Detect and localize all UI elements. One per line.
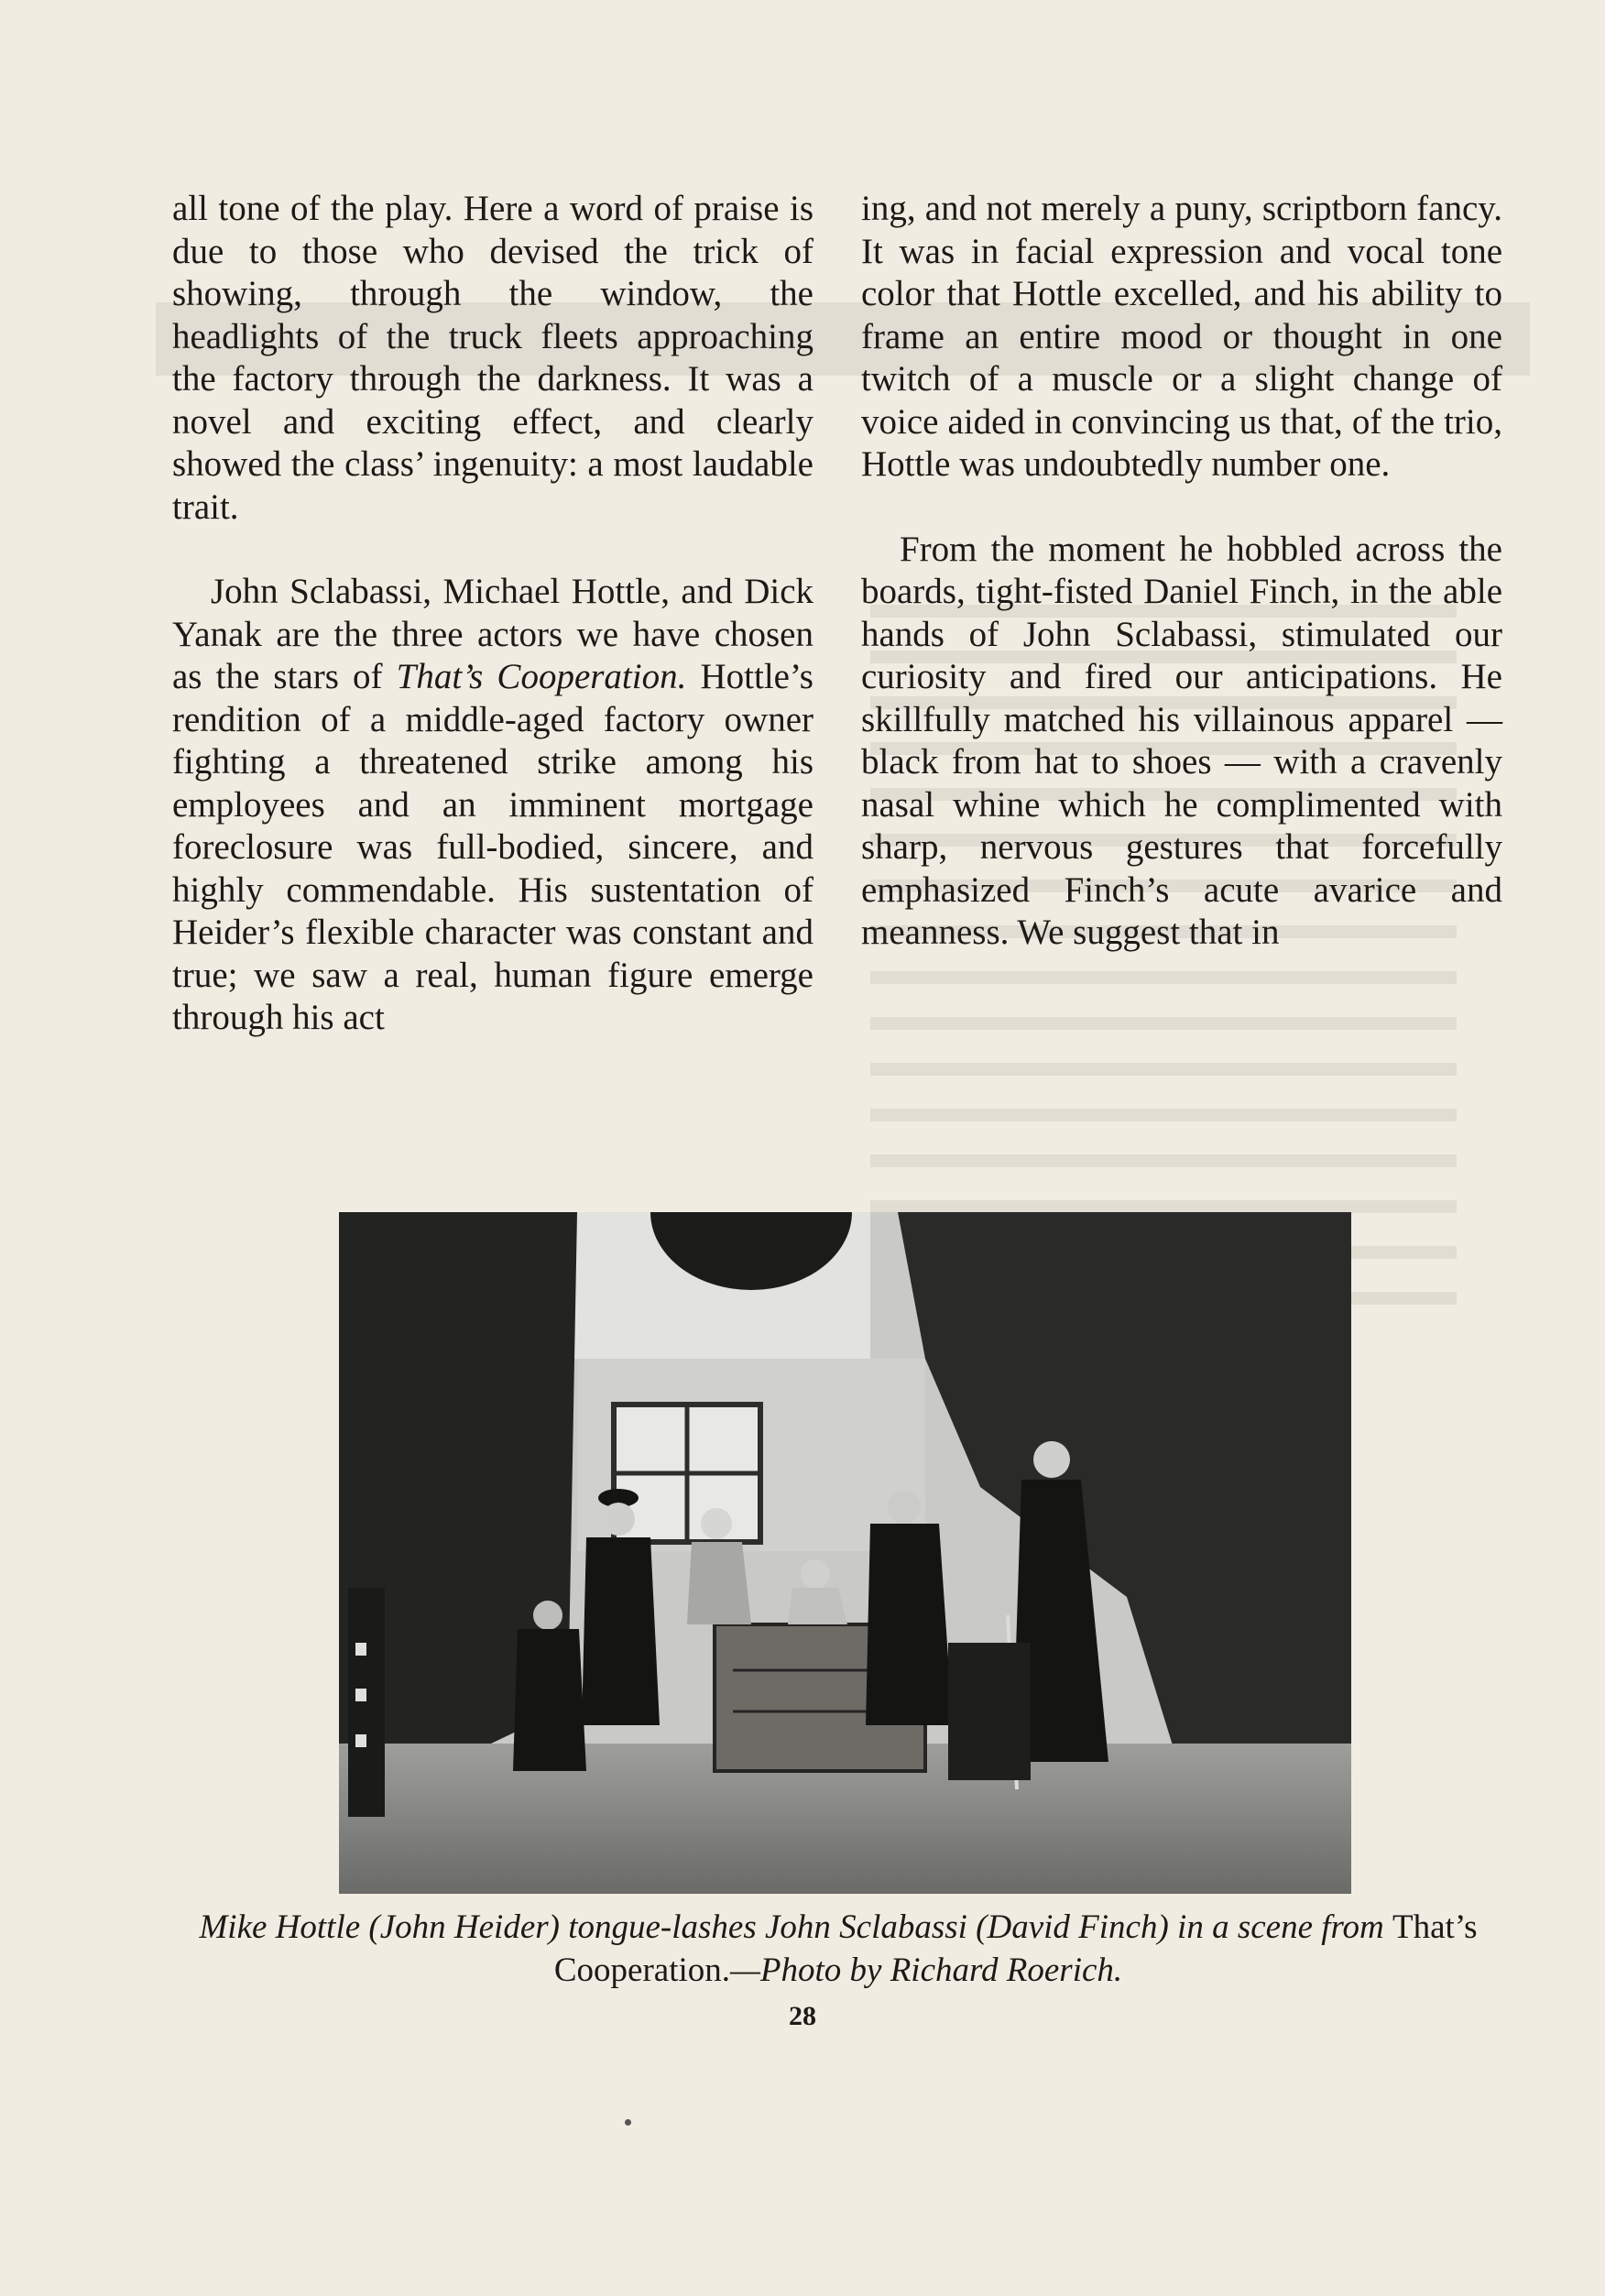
left-text-column xyxy=(172,188,813,1040)
left-paragraph-2 xyxy=(172,571,813,1040)
left-paragraph-1: all tone of the play. Here a word of praise is due to those who devised the trick of showing, through the window, the headlights of the truck fleets approaching the factory through the darkness. It was a novel and exciting effect, and clearly showed the class’ ingenuity: a most laudable trait. xyxy=(172,189,813,527)
caption-credit: —Photo by Richard Roerich. xyxy=(730,1952,1123,1989)
page-number: 28 xyxy=(789,2001,816,2031)
right-text-column xyxy=(861,188,1502,955)
caption-play-title: That’s Cooperation. xyxy=(553,1908,1478,1989)
left-paragraph-2-end: Hottle’s rendition of a middle-aged factory owner fighting a threatened strike among his employees and an imminent mortgage foreclosure was full-bodied, sincere, and highly commendable. His sustentation of Heider’s flexible character was constant and true; we saw a real, human figure emerge through his act xyxy=(172,657,813,1037)
photo-caption xyxy=(165,1906,1512,1992)
play-title-italic: That’s Cooperation. xyxy=(396,657,687,696)
stage-photo-drawing xyxy=(339,1212,1351,1894)
right-paragraph-1: ing, and not merely a puny, scriptborn fancy. It was in facial expression and vocal tone color that Hottle excelled, and his ability to frame an entire mood or thought in one twitch of a muscle or a slight change of voice aided in convincing us that, of the trio, Hottle was undoubtedly number one. xyxy=(861,189,1502,484)
right-paragraph-2: From the moment he hobbled across the boards, tight-fisted Daniel Finch, in the able hands of John Sclabassi, stimulated our curiosity and fired our anticipations. He skillfully matched his villainous apparel — black from hat to shoes — with a cravenly nasal whine which he complimented with sharp, nervous gestures that forcefully emphasized Finch’s acute avarice and meanness. We suggest that in xyxy=(861,529,1502,952)
caption-text-1: Mike Hottle (John Heider) tongue-lashes John Sclabassi (David Finch) in a scene from xyxy=(199,1908,1393,1946)
ink-speck xyxy=(625,2119,631,2126)
left-paragraph-2-start: John Sclabassi, Michael Hottle, and Dick Yanak are the three actors we have chosen as the stars of xyxy=(172,572,813,696)
stage-photo xyxy=(339,1212,1351,1894)
